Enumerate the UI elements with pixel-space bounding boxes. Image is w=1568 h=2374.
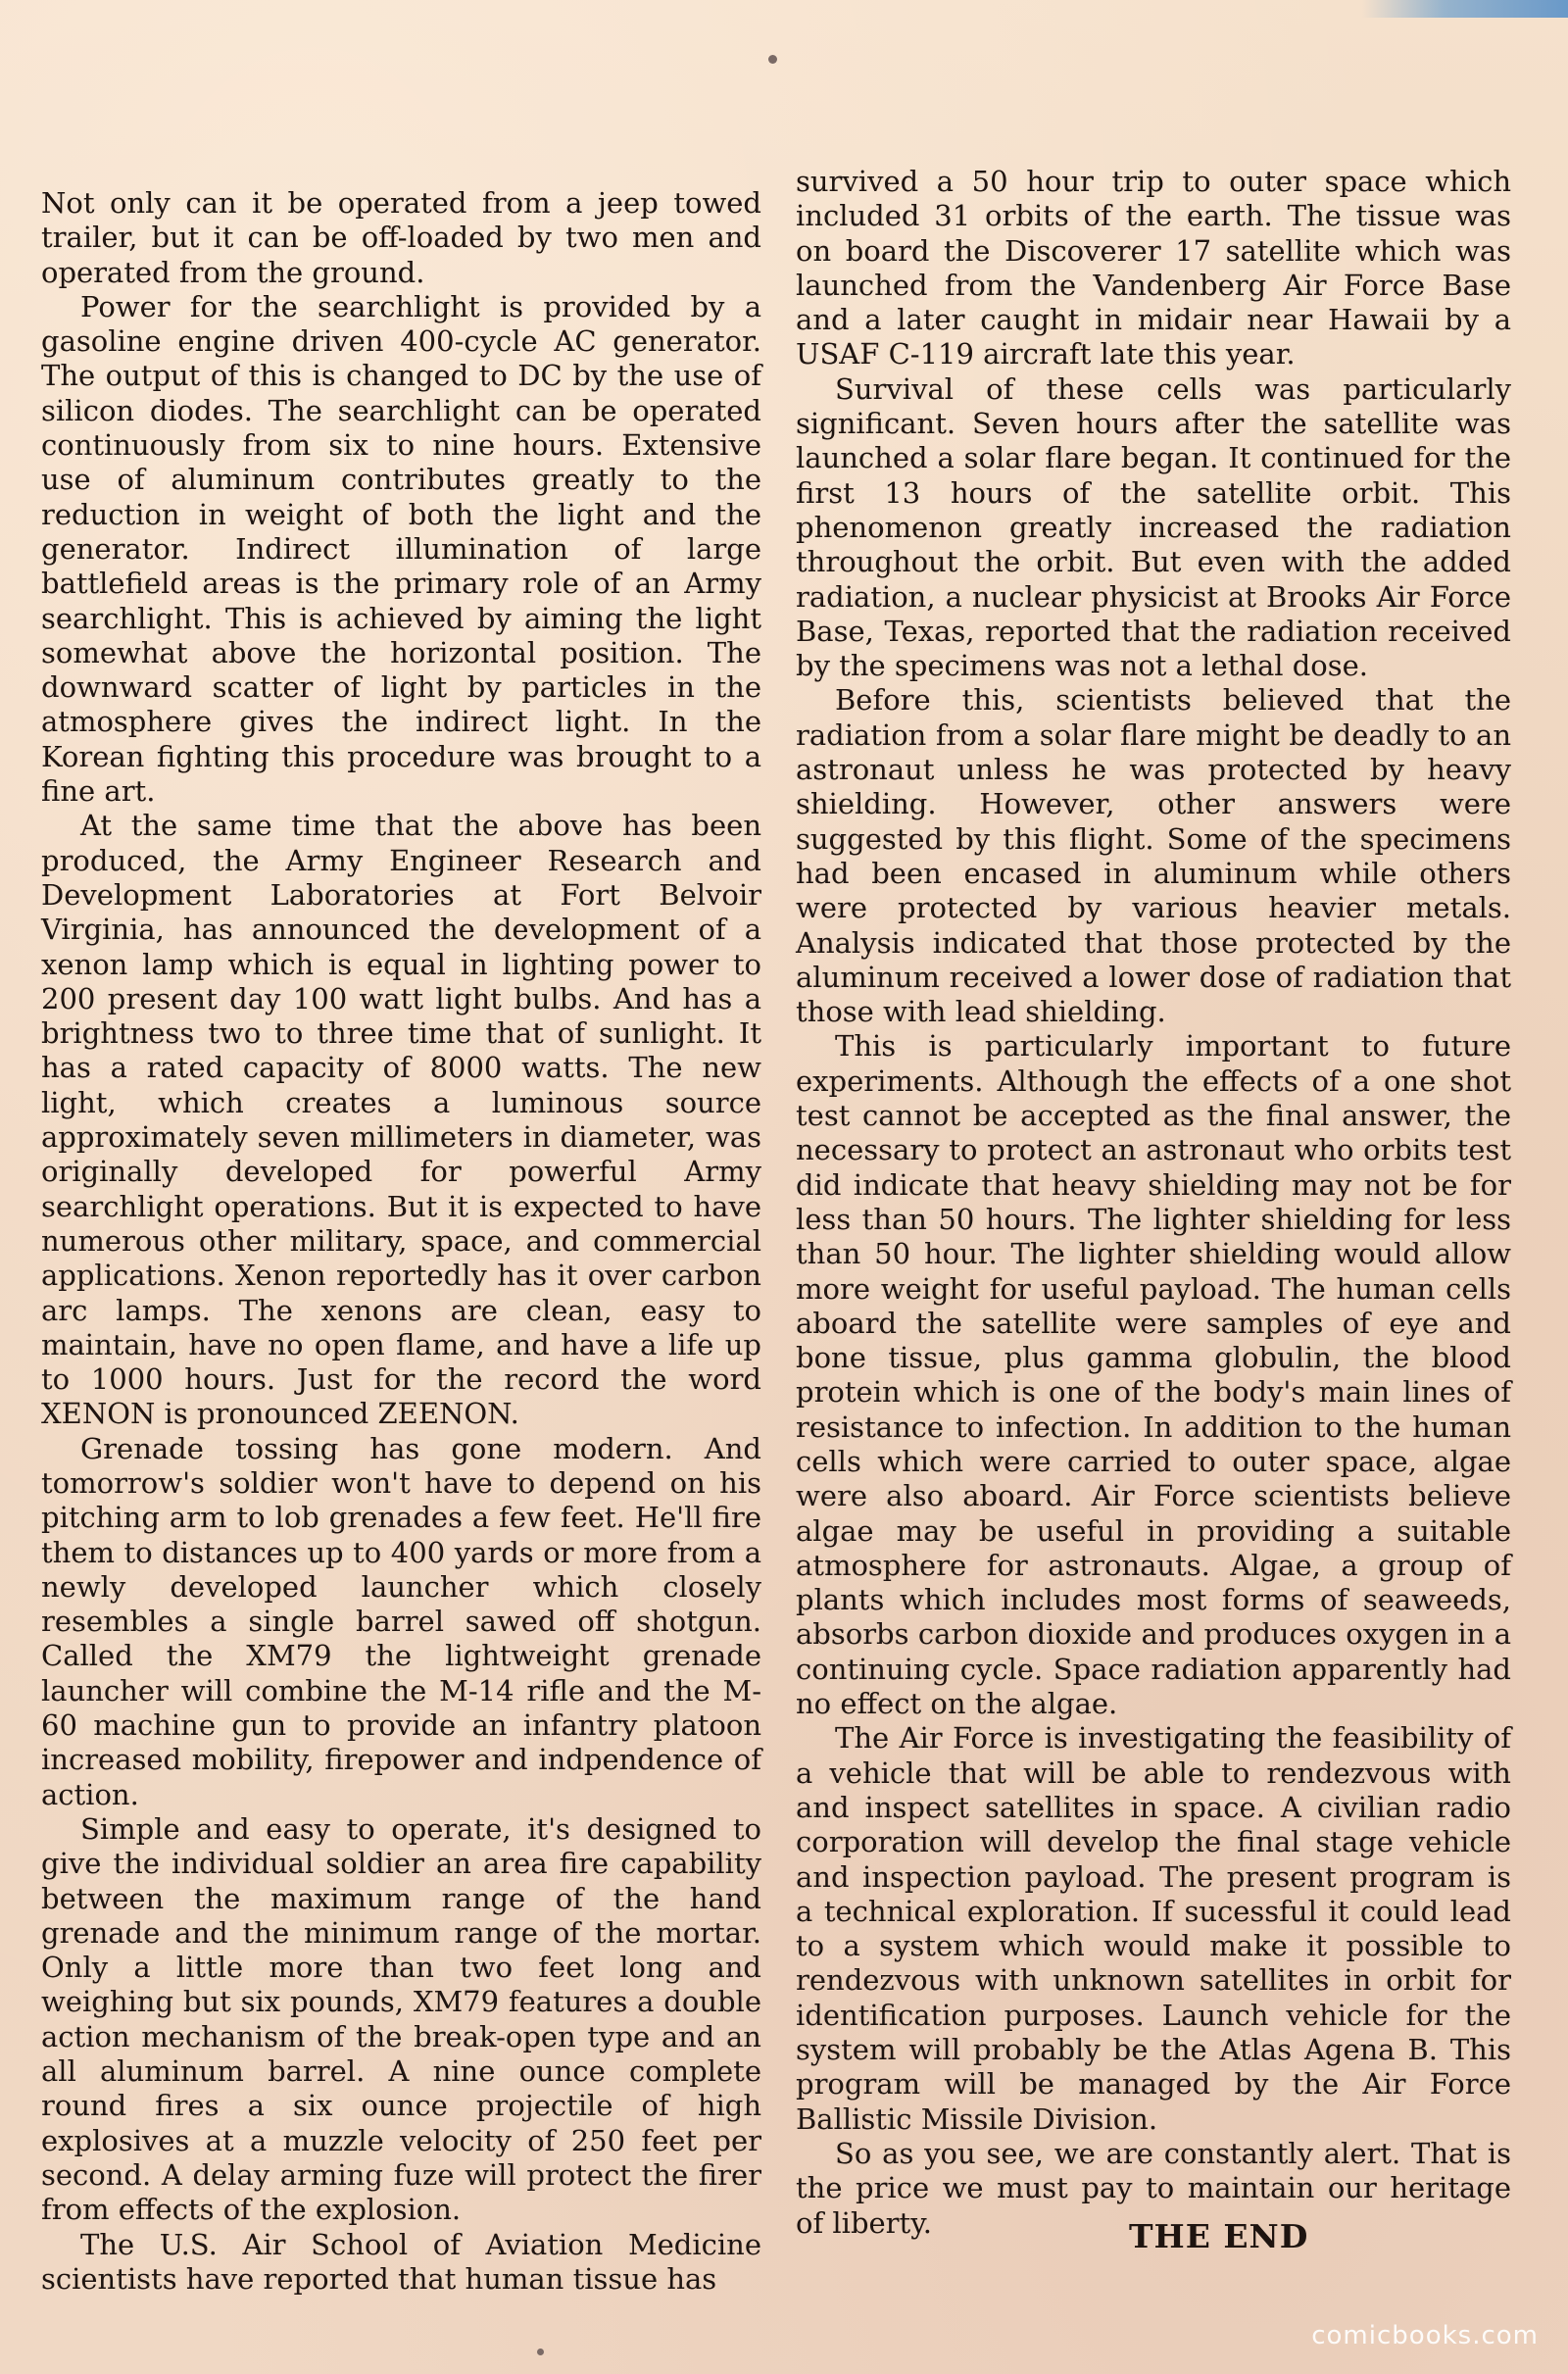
paragraph: Simple and easy to operate, it's designed to give the individual soldier an area fire capability between the maximum range of the hand grenade and the minimum range of the mortar. Only a little more than two feet long and weighing but six pounds, XM79 features a double action mechanism of the break-open type and an all aluminum barrel. A nine ounce complete round fires a six ounce projectile of high explosives at a muzzle velocity of 250 feet per second. A delay arming fuze will protect the firer from effects of the explosion. bbox=[41, 1811, 761, 2227]
paragraph: This is particularly important to future experiments. Although the effects of a one shot test cannot be accepted as the final answer, the necessary to protect an astronaut who orbits test did indicate that heavy shielding may not be for less than 50 hours. The lighter shielding for less than 50 hour. The lighter shielding would allow more weight for useful payload. The human cells aboard the satellite were samples of eye and bone tissue, plus gamma globulin, the blood protein which is one of the body's main lines of resistance to infection. In addition to the human cells which were carried to outer space, algae were also aboard. Air Force scientists believe algae may be useful in providing a suitable atmosphere for astronauts. Algae, a group of plants which includes most forms of seaweeds, absorbs carbon dioxide and produces oxygen in a continuing cycle. Space radiation apparently had no effect on the algae. bbox=[796, 1029, 1511, 1721]
corner-cover-art bbox=[1362, 0, 1568, 18]
printing-speck bbox=[537, 2349, 544, 2355]
paragraph: Before this, scientists believed that the radiation from a solar flare might be deadly to an astronaut unless he was protected by heavy shielding. However, other answers were suggested by this flight. Some of the specimens had been encased in aluminum while others were protected by various heavier metals. Analysis indicated that those protected by the aluminum received a lower dose of radiation that those with lead shielding. bbox=[796, 683, 1511, 1029]
the-end-mark: THE END bbox=[1129, 2217, 1309, 2255]
paragraph: So as you see, we are constantly alert. That is the price we must pay to maintain our heritage of liberty. bbox=[796, 2136, 1511, 2240]
paragraph: Survival of these cells was particularly significant. Seven hours after the satellite was launched a solar flare began. It continued for the first 13 hours of the satellite orbit. This phenomenon greatly increased the radiation throughout the orbit. But even with the added radiation, a nuclear physicist at Brooks Air Force Base, Texas, reported that the radiation received by the specimens was not a lethal dose. bbox=[796, 371, 1511, 683]
paragraph: The Air Force is investigating the feasibility of a vehicle that will be able to rendezvous with and inspect satellites in space. A civilian radio corporation will develop the final stage vehicle and inspection payload. The present program is a technical exploration. If sucessful it could lead to a system which would make it possible to rendezvous with unknown satellites in orbit for identification purposes. Launch vehicle for the system will probably be the Atlas Agena B. This program will be managed by the Air Force Ballistic Missile Division. bbox=[796, 1721, 1511, 2136]
paragraph: Grenade tossing has gone modern. And tomorrow's soldier won't have to depend on his pitching arm to lob grenades a few feet. He'll fire them to distances up to 400 yards or more from a newly developed launcher which closely resembles a single barrel sawed off shotgun. Called the XM79 the lightweight grenade launcher will combine the M-14 rifle and the M-60 machine gun to provide an infantry platoon increased mobility, firepower and indpendence of action. bbox=[41, 1431, 761, 1811]
paragraph: survived a 50 hour trip to outer space which included 31 orbits of the earth. The tissue was on board the Discoverer 17 satellite which was launched from the Vandenberg Air Force Base and a later caught in midair near Hawaii by a USAF C-119 aircraft late this year. bbox=[796, 165, 1511, 371]
paragraph: Power for the searchlight is provided by a gasoline engine driven 400-cycle AC generator. The output of this is changed to DC by the use of silicon diodes. The searchlight can be operated continuously from six to nine hours. Extensive use of aluminum contributes greatly to the reduction in weight of both the light and the generator. Indirect illumination of large battlefield areas is the primary role of an Army searchlight. This is achieved by aiming the light somewhat above the horizontal position. The downward scatter of light by particles in the atmosphere gives the indirect light. In the Korean fighting this procedure was brought to a fine art. bbox=[41, 289, 761, 809]
watermark: comicbooks.com bbox=[1311, 2321, 1539, 2350]
right-text-column bbox=[796, 165, 1511, 2241]
paragraph: At the same time that the above has been produced, the Army Engineer Research and Development Laboratories at Fort Belvoir Virginia, has announced the development of a xenon lamp which is equal in lighting power to 200 present day 100 watt light bulbs. And has a brightness two to three time that of sunlight. It has a rated capacity of 8000 watts. The new light, which creates a luminous source approximately seven millimeters in diameter, was originally developed for powerful Army searchlight operations. But it is expected to have numerous other military, space, and commercial applications. Xenon reportedly has it over carbon arc lamps. The xenons are clean, easy to maintain, have no open flame, and have a life up to 1000 hours. Just for the record the word XENON is pronounced ZEENON. bbox=[41, 809, 761, 1431]
paragraph: The U.S. Air School of Aviation Medicine scientists have reported that human tissue has bbox=[41, 2227, 761, 2296]
printing-speck bbox=[768, 55, 777, 64]
left-text-column bbox=[41, 186, 761, 2297]
paragraph: Not only can it be operated from a jeep towed trailer, but it can be off-loaded by two men and operated from the ground. bbox=[41, 186, 761, 289]
